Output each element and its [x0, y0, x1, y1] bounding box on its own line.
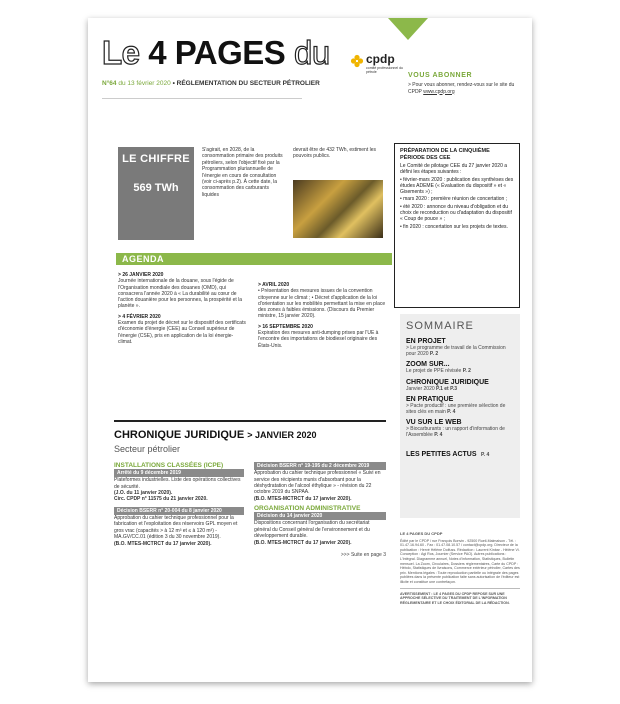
issue-line: N°64 du 13 février 2020 • RÉGLEMENTATION DU SECTEUR PÉTROLIER: [102, 80, 320, 87]
cpdp-flower-icon: [350, 54, 364, 68]
chronique-right-column: Décision BSERR n° 19-195 du 2 décembre 2019 Approbation du cahier technique professionnel « Suivi en service des récipients munis d'absorbant pour la déshydratation de l'alcool éthylique » - révision du 22 octobre 2019 du SNPAA. (B.O. MTES-MCTRCT du 17 janvier 2020). ORGANISATION ADMINISTRATIVE Décision du 14 janvier 2020 Dispositions concernant l'organisation du secrétariat général du Conseil général de l'environnement et du développement durable. (B.O. MTES-MCTRCT du 17 janvier 2020). >>> Suite en page 3: [254, 463, 386, 559]
sommaire-item[interactable]: LES PETITES ACTUS P. 4: [406, 450, 490, 458]
sommaire-item[interactable]: ZOOM SUR... Le projet de PPE révisée P. 2: [406, 361, 471, 375]
sommaire-list: [406, 338, 516, 461]
cpdp-link[interactable]: www.cpdp.org: [423, 88, 455, 95]
chiffre-value: 569 TWh: [133, 182, 179, 194]
sommaire-title: SOMMAIRE: [406, 320, 474, 332]
subscribe-title: VOUS ABONNER: [408, 72, 473, 79]
chiffre-box: LE CHIFFRE 569 TWh: [118, 147, 194, 240]
chronique-divider: [114, 420, 386, 422]
chronique-left-column: INSTALLATIONS CLASSÉES (ICPE) Arrêté du 9 décembre 2019 Plateformes industrielles. Liste des opérations collectives de sécurité. (J.O. du 11 janvier 2020). Circ. CPDP n° 11575 du 21 janvier 2020. Décision BSERR n° 20-004 du 8 janvier 2020 Approbation du cahier technique professionnel pour la fabrication et l'exploitation des réservoirs GPL moyen et gros vrac (capacités > à 12 m³ et ≤ à 120 m³) - MA.GV/CC.01 (édition 3 du 30 novembre 2019). (B.O. MTES-MCTRCT du 17 janvier 2020).: [114, 462, 244, 547]
chronique-title: CHRONIQUE JURIDIQUE > JANVIER 2020: [114, 429, 317, 441]
sommaire-item[interactable]: EN PRATIQUE > Pacte productif : une première sélection de sites clés en main P. 4: [406, 395, 506, 416]
continued-link[interactable]: >>> Suite en page 3: [340, 552, 386, 559]
chronique-subtitle: Secteur pétrolier: [114, 444, 181, 454]
agenda-right-column: > AVRIL 2020 • Présentation des mesures issues de la convention citoyenne sur le climat ; • Décret d'application de la loi d'orientation sur les mobilités permettant la mise en place des zones à faibles émissions. (Discours du Premier ministre, 15 janvier 2020). > 16 SEPTEMBRE 2020 Expiration des mesures anti-dumping prises par l'UE à l'encontre des importations de biodiesel originaire des États-Unis.: [258, 278, 386, 349]
sommaire-item[interactable]: VU SUR LE WEB > Biocarburants : un rapport d'information de l'Assemblée P. 4: [406, 419, 505, 439]
sommaire-item[interactable]: CHRONIQUE JURIDIQUE Janvier 2020 P.1 et P.3: [406, 378, 489, 392]
imprint: LE 4 PAGES DU CPDP Édité par le CPDP / rue François Bonvin - 92500 Rueil-Malmaison - Tél. : 01.47.16.94.60 - Fax : 01.47.08.10.57 / contact@cpdp.org. Directeur de la publication : Hervé Hélène Dolfuss. Rédaction : Laurent Kinbar - Hélène Vi. Conception : Agi Ros, Journier (Service PAO). Autres publications : L'Intégral. Diagramme annuel, Notes d'information, Statistiques, Bulletin mensuel. La Zoom, Circulaires, Dossiers réglementaires, Carte du CPDP : Hébdo, Statistiques de livraisons, Commerce extérieur pétrolier, Cartes des prix. Mentions légales : Toute reproduction partielle ou intégrale des pages publiées dans la présente publication faite sans autorisation de l'éditeur est illicite et constitue une contrefaçon. AVERTISSEMENT : LE 4 PAGES DU CPDP REPOSE SUR UNE APPROCHE SÉLECTIVE DU TRAITEMENT DE L'INFORMATION RÉGLEMENTAIRE ET LE CHOIX ÉDITORIAL DE LA RÉDACTION.: [400, 531, 520, 605]
chiffre-text-cont: devrait être de 432 TWh, estiment les pouvoirs publics.: [293, 147, 377, 160]
subscribe-text: > Pour vous abonner, rendez-vous sur le site du CPDP www.cpdp.org: [408, 82, 515, 95]
fuel-pump-photo: [293, 180, 383, 238]
chiffre-text: S'agirait, en 2028, de la consommation primaire des produits pétroliers, selon l'objectif fixé par la Programmation pluriannuelle de l'énergie en cours de consultation (voir ci-après p.2). À cette date, la consommation des carburants liquides: [202, 147, 283, 198]
newsletter-title: Le 4 PAGES du: [102, 34, 330, 71]
sommaire-item[interactable]: EN PROJET > Le programme de travail de la Commission pour 2020 P. 2: [406, 338, 506, 358]
cee-preparation-box: PRÉPARATION DE LA CINQUIÈME PÉRIODE DES CEE Le Comité de pilotage CEE du 27 janvier 2020 a défini les étapes suivantes : • février-mars 2020 : publication des synthèses des études ADEME (« Évaluation du dispositif » et « Gisements ») ; • mars 2020 : première réunion de concertation ; • été 2020 : annonce du niveau d'obligation et du choix de reconduction ou d'adaptation du dispositif « Coup de pouce » ; • fin 2020 : concertation sur les projets de textes.: [394, 143, 520, 308]
newsletter-page: Le 4 PAGES du cpdp comité professionnel du pétrole N°64 du 13 février 2020 • RÉGLEMENTATION DU SECTEUR PÉTROLIER VOUS ABONNER > Pour vous abonner, rendez-vous sur le site du CPDP www.cpdp.org LE CHIFFRE 569 TWh S'agirait, en 2028, de la consommation primaire des produits pétroliers, selon l'objectif fixé par la Programmation pluriannuelle de l'énergie en cours de consultation (voir ci-après p.2). À cette date, la consommation des carburants liquides devrait être de 432 TWh, estiment les pouvoirs publics. PRÉPARATION DE LA CINQUIÈME PÉRIODE DES CEE Le Comité de pilotage CEE du 27 janvier 2020 a défini les étapes suivantes : • février-mars 2020 : publication des synthèses des études ADEME (« Évaluation du dispositif » et « Gisements ») ; • mars 2020 : première réunion de concertation ; • été 2020 : annonce du niveau d'obligation et du choix de reconduction ou d'adaptation du dispositif « Coup de pouce » ; • fin 2020 : concertation sur les projets de textes. AGENDA > 26 JANVIER 2020 Journée internationale de la douane, sous l'égide de l'Organisation mondiale des douanes (OMD), qui consacrera l'année 2020 à « La durabilité au cœur de l'action douanière pour les personnes, la prospérité et la planète ». > 4 FÉVRIER 2020 Examen du projet de décret sur le dispositif des certificats d'économie d'énergie (CEE) au Conseil supérieur de l'énergie (CSE), pris en application de la loi énergie-climat. > AVRIL 2020 • Présentation des mesures issues de la convention citoyenne sur le climat ; • Décret d'application de la loi d'orientation sur les mobilités permettant la mise en place des zones à faibles émissions. (Discours du Premier ministre, 15 janvier 2020). > 16 SEPTEMBRE 2020 Expiration des mesures anti-dumping prises par l'UE à l'encontre des importations de biodiesel originaire des États-Unis. SOMMAIRE EN PROJET > Le programme de travail de la Commission pour 2020 P. 2 ZOOM SUR... Le projet de PPE révisée P. 2 CHRONIQUE JURIDIQUE Janvier 2020 P.1 et P.3 EN PRATIQUE > Pacte productif : une première sélection de sites clés en main P. 4 VU SUR LE WEB > Biocarburants : un rapport d'information de l'Assemblée P. 4 LES PETITES ACTUS P. 4 CHRONIQUE JURIDIQUE > JANVIER 2020 Secteur pétrolier INSTALLATIONS CLASSÉES (ICPE) Arrêté du 9 décembre 2019 Plateformes industrielles. Liste des opérations collectives de sécurité. (J.O. du 11 janvier 2020). Circ. CPDP n° 11575 du 21 janvier 2020. Décision BSERR n° 20-004 du 8 janvier 2020 Approbation du cahier technique professionnel pour la fabrication et l'exploitation des réservoirs GPL moyen et gros vrac (capacités > à 12 m³ et ≤ à 120 m³) - MA.GV/CC.01 (édition 3 du 30 novembre 2019). (B.O. MTES-MCTRCT du 17 janvier 2020). Décision BSERR n° 19-195 du 2 décembre 2019 Approbation du cahier technique professionnel « Suivi en service des récipients munis d'absorbant pour la déshydratation de l'alcool éthylique » - révision du 22 octobre 2019 du SNPAA. (B.O. MTES-MCTRCT du 17 janvier 2020). ORGANISATION ADMINISTRATIVE Décision du 14 janvier 2020 Dispositions concernant l'organisation du secrétariat général du Conseil général de l'environnement et du développement durable. (B.O. MTES-MCTRCT du 17 janvier 2020). >>> Suite en page 3 LE 4 PAGES DU CPDP Édité par le CPDP / rue François Bonvin - 92500 Rueil-Malmaison - Tél. : 01.47.16.94.60 - Fax : 01.47.08.10.57 / contact@cpdp.org. Directeur de la publication : Hervé Hélène Dolfuss. Rédaction : Laurent Kinbar - Hélène Vi. Conception : Agi Ros, Journier (Service PAO). Autres publications : L'Intégral. Diagramme annuel, Notes d'information, Statistiques, Bulletin mensuel. La Zoom, Circulaires, Dossiers réglementaires, Carte du CPDP : Hébdo, Statistiques de livraisons, Commerce extérieur pétrolier, Cartes des prix. Mentions légales : Toute reproduction partielle ou intégrale des pages publiées dans la présente publication faite sans autorisation de l'éditeur est illicite et constitue une contrefaçon. AVERTISSEMENT : LE 4 PAGES DU CPDP REPOSE SUR UNE APPROCHE SÉLECTIVE DU TRAITEMENT DE L'INFORMATION RÉGLEMENTAIRE ET LE CHOIX ÉDITORIAL DE LA RÉDACTION.: [88, 18, 532, 682]
agenda-header: AGENDA: [116, 253, 392, 265]
agenda-left-column: > 26 JANVIER 2020 Journée internationale de la douane, sous l'égide de l'Organisation mondiale des douanes (OMD), qui consacrera l'année 2020 à « La durabilité au cœur de l'action douanière pour les personnes, la prospérité et la planète ». > 4 FÉVRIER 2020 Examen du projet de décret sur le dispositif des certificats d'économie d'énergie (CEE) au Conseil supérieur de l'énergie (CSE), pris en application de la loi énergie-climat.: [118, 268, 246, 345]
header-divider: [102, 98, 302, 99]
corner-triangle: [388, 18, 428, 40]
